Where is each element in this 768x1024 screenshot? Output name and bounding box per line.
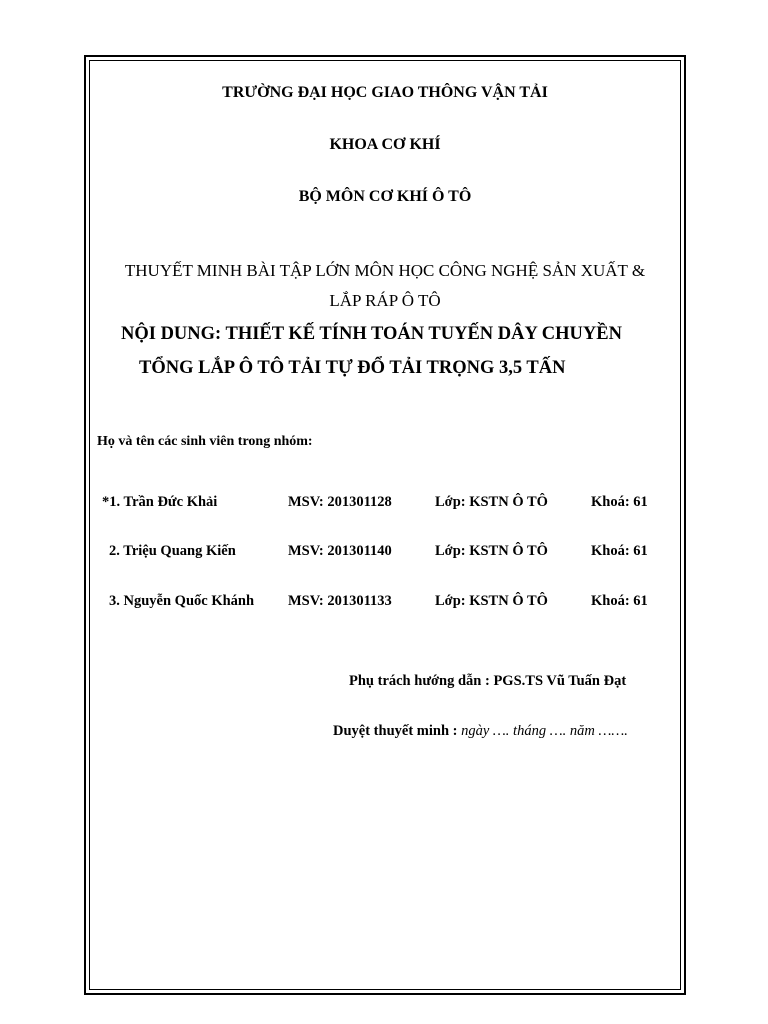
faculty-name: KHOA CƠ KHÍ [329, 136, 441, 153]
member-class: Lớp: KSTN Ô TÔ [435, 543, 548, 559]
member-msv: MSV: 201301128 [288, 494, 392, 510]
member-class: Lớp: KSTN Ô TÔ [435, 494, 548, 510]
member-cohort: Khoá: 61 [591, 593, 648, 609]
member-name: 2. Triệu Quang Kiến [109, 543, 236, 559]
members-label: Họ và tên các sinh viên trong nhóm: [97, 434, 313, 449]
member-row [0, 494, 768, 514]
member-class: Lớp: KSTN Ô TÔ [435, 593, 548, 609]
member-cohort: Khoá: 61 [591, 543, 648, 559]
member-msv: MSV: 201301140 [288, 543, 392, 559]
member-name: *1. Trần Đức Khải [102, 494, 218, 510]
member-name: 3. Nguyễn Quốc Khánh [109, 593, 255, 609]
member-row [0, 593, 768, 613]
member-cohort: Khoá: 61 [591, 494, 648, 510]
university-name: TRƯỜNG ĐẠI HỌC GIAO THÔNG VẬN TẢI [222, 84, 548, 101]
content-title-line2: TỔNG LẮP Ô TÔ TẢI TỰ ĐỔ TẢI TRỌNG 3,5 TẤN [139, 358, 566, 378]
approval-date: ngày …. tháng …. năm ……. [461, 723, 628, 739]
approval-line [333, 723, 628, 740]
supervisor-line [349, 673, 626, 690]
approval-label: Duyệt thuyết minh : [333, 723, 462, 739]
subject-title-line2: LẮP RÁP Ô TÔ [329, 291, 441, 310]
department-name: BỘ MÔN CƠ KHÍ Ô TÔ [298, 188, 472, 205]
member-row [0, 543, 768, 563]
supervisor-name: PGS.TS Vũ Tuấn Đạt [493, 673, 627, 689]
subject-title-line1: THUYẾT MINH BÀI TẬP LỚN MÔN HỌC CÔNG NGHỆ SẢN XUẤT & [124, 261, 646, 280]
supervisor-label: Phụ trách hướng dẫn : [349, 673, 494, 689]
content-title-line1: NỘI DUNG: THIẾT KẾ TÍNH TOÁN TUYẾN DÂY CHUYỀN [121, 324, 622, 344]
member-msv: MSV: 201301133 [288, 593, 392, 609]
